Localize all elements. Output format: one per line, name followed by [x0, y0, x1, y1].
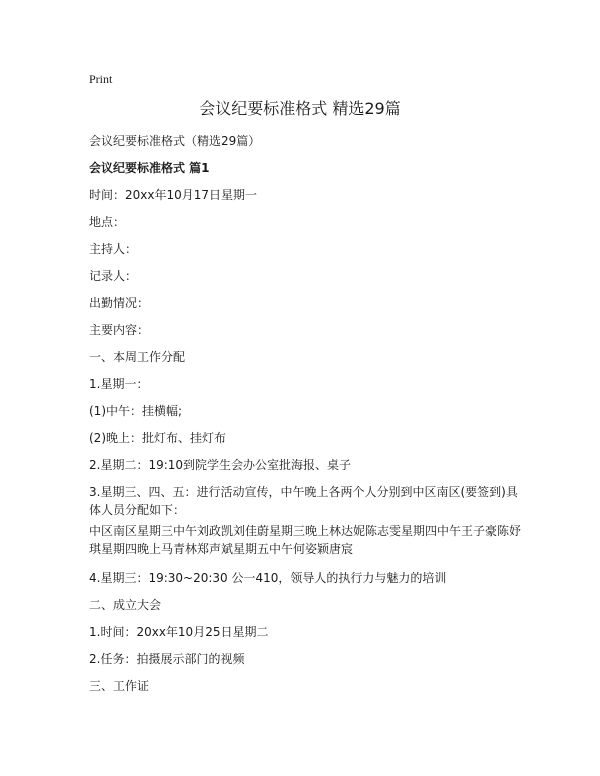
doc-subtitle: 会议纪要标准格式（精选29篇）	[89, 134, 261, 148]
main-content-label: 主要内容：	[89, 323, 150, 337]
part2-item1: 1.时间：20xx年10月25日星期二	[89, 625, 269, 639]
item3: 3.星期三、四、五：进行活动宣传，中午晚上各两个人分别到中区南区(要签到)具体人员分配如下：	[89, 485, 518, 517]
meeting-location: 地点：	[89, 215, 126, 229]
meeting-attendance: 出勤情况：	[89, 296, 150, 310]
item1-b: (2)晚上：批灯布、挂灯布	[89, 431, 226, 445]
item4: 4.星期三：19:30~20:30 公一410，领导人的执行力与魅力的培训	[89, 571, 447, 585]
item1: 1.星期一：	[89, 377, 149, 391]
item3-detail: 中区南区星期三中午刘政凯刘佳蔚星期三晚上林达妮陈志雯星期四中午王子豪陈妤琪星期四晚上马青林郑声斌星期五中午何姿颖唐宸	[89, 524, 522, 556]
meeting-time: 时间：20xx年10月17日星期一	[89, 188, 258, 202]
part1-title: 一、本周工作分配	[89, 350, 186, 364]
item1-a: (1)中午：挂横幅;	[89, 404, 183, 418]
part2-title: 二、成立大会	[89, 598, 162, 612]
section-heading: 会议纪要标准格式 篇1	[89, 161, 210, 175]
meeting-host: 主持人：	[89, 242, 138, 256]
page-title: 会议纪要标准格式 精选29篇	[199, 99, 401, 118]
item2: 2.星期二：19:10到院学生会办公室批海报、桌子	[89, 458, 352, 472]
meeting-recorder: 记录人：	[89, 269, 138, 283]
print-label: Print	[89, 72, 113, 86]
part2-item2: 2.任务：拍摄展示部门的视频	[89, 652, 245, 666]
part3-title: 三、工作证	[89, 679, 150, 693]
